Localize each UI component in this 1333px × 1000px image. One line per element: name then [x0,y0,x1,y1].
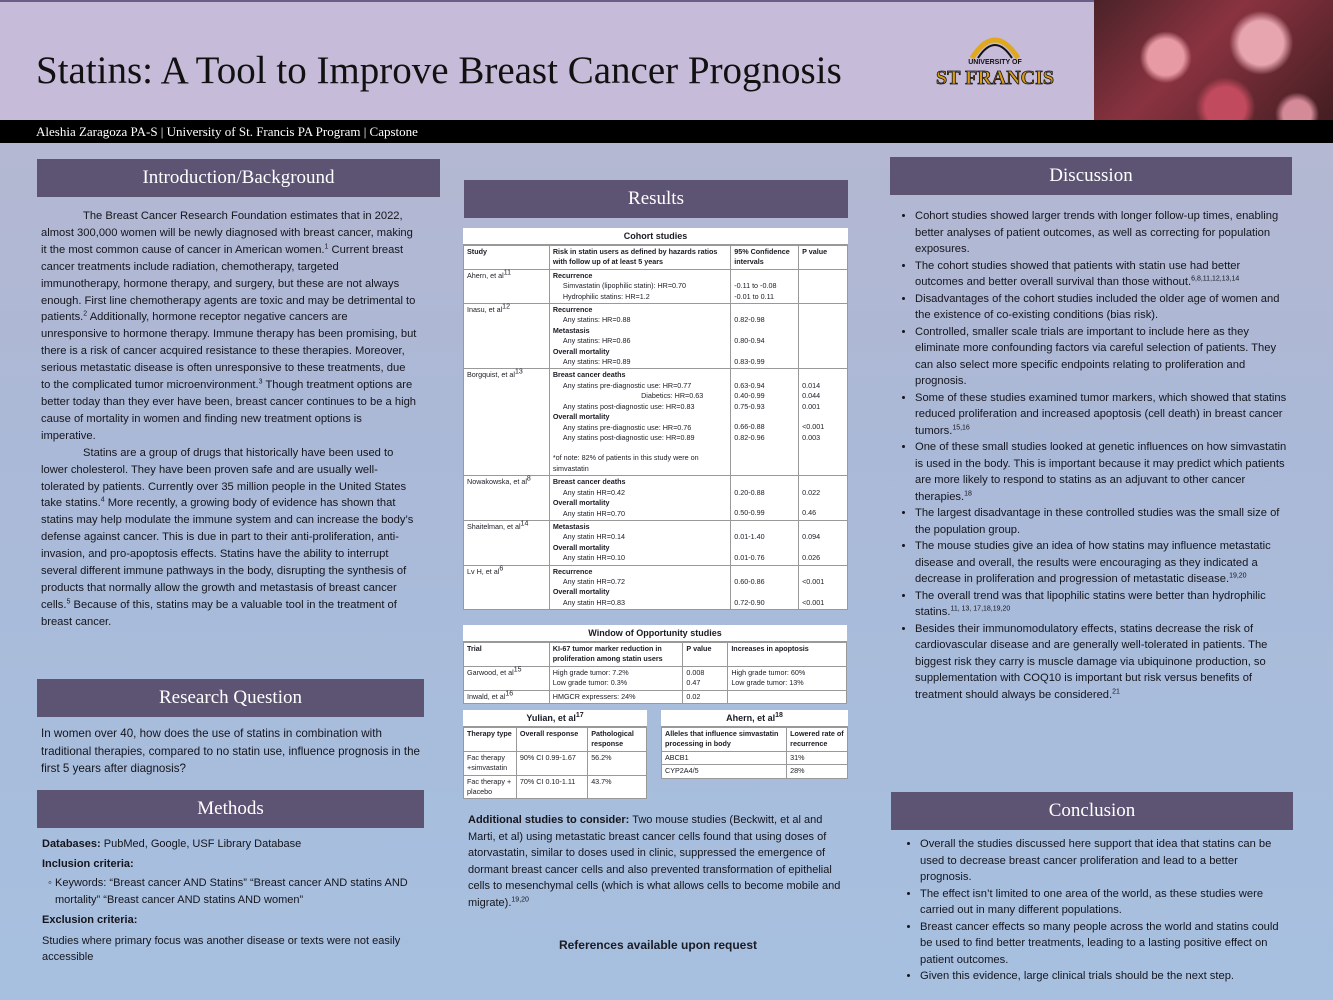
cohort-line: Overall mortality [552,587,610,597]
ahern-rate: 31% [787,751,848,764]
p-value [802,281,844,291]
cohort-line: *of note: 82% of patients in this study were on simvastatin [552,453,699,473]
cohort-line: Hydrophilic statins: HR=1.2 [562,291,650,301]
ci-value [734,305,795,315]
results-heading: Results [464,180,848,218]
p-value: 0.026 [802,553,821,563]
cohort-line: Any statins pre-diagnostic use: HR=0.77 [562,380,692,390]
p-value: 0.014 [802,380,821,390]
window-col-ki67: KI-67 tumor marker reduction in proliferation among statin users [549,643,683,667]
logo-text-top: UNIVERSITY OF [968,59,1022,66]
ci-value: 0.60-0.86 [734,576,765,586]
intro-paragraph-2: Statins are a group of drugs that historically have been used to lower cholesterol. They have been proven safe and are usually well-tolerated by patients. Currently over 35 million people in the United States take statins.$^4$ More recently, a growing body of evidence has shown that statins may help modulate the immune system and can increase the body’s defense against cancer. This is due in part to their anti-proliferation, anti-invasion, and pro-apoptosis effects. Statins have the ability to interrupt several different immune pathways in the body, disrupting the synthesis of products that normally allow the growth and metastasis of breast cancer cells.$^5$ Because of this, statins may be a valuable tool in the treatment of breast cancer. [41,446,414,628]
exclusion-text: Studies where primary focus was another disease or texts were not easily accessible [42,934,401,963]
ci-value: 0.20-0.88 [734,487,765,497]
cohort-p [799,269,848,303]
yulian-table [463,710,647,799]
cohort-ci [731,369,799,476]
cohort-col-risk: Risk in statin users as defined by hazards ratios with follow up of at least 5 years [549,246,730,270]
discussion-item: • The largest disadvantage in these controlled studies was the small size of the population group. [915,505,1291,538]
ci-value: 0.72-0.90 [734,597,765,607]
table-row [464,565,848,610]
window-header-row [464,643,847,667]
window-ki67: HMGCR expressers: 24% [549,690,683,703]
p-value: <0.001 [802,576,825,586]
cohort-line: Recurrence [552,305,593,315]
discussion-heading: Discussion [890,157,1292,195]
p-value [802,412,844,422]
cohort-line: Any statin HR=0.72 [562,576,625,586]
cohort-study: Borgquist, et $al^{13}$ [464,369,550,476]
table-row [464,666,847,690]
ci-value [734,443,795,474]
p-value: <0.001 [802,597,825,607]
window-table-grid [463,642,847,704]
yulian-therapy: Fac therapy + placebo [464,775,517,799]
cohort-risk [549,369,730,476]
yulian-col-therapy: Therapy type [464,728,517,752]
p-value: 0.094 [802,532,821,542]
ahern-alleles-caption: Ahern, et $al^{18}$ [661,710,848,727]
table-row [464,369,848,476]
p-value [802,336,844,346]
cohort-ci [731,476,799,521]
window-caption: Window of Opportunity studies [463,625,847,642]
cohort-table-grid [463,245,848,610]
ci-value: 0.75-0.93 [734,401,765,411]
cohort-p [799,476,848,521]
cohort-table [463,228,848,610]
ci-value: 0.66-0.88 [734,422,765,432]
table-row [464,775,647,799]
cohort-p [799,369,848,476]
table-row [464,304,848,369]
conclusion-item: • The effect isn’t limited to one area of the world, as these studies were carried out in many different populations. [920,886,1288,919]
discussion-item: • The mouse studies give an idea of how statins may influence metastatic disease and overall, the results were encouraging as they indicated a decrease in proliferation and progression of metastatic disease.$^{19,20}$ [915,538,1291,588]
cohort-ci [731,520,799,565]
table-row [464,751,647,775]
p-value [802,292,844,302]
cohort-ci [731,565,799,610]
cohort-study: Nowakowska, et $al^8$ [464,476,550,521]
window-apoptosis [728,690,847,703]
p-value [802,357,844,367]
window-p: 0.02 [683,690,728,703]
ci-value [734,271,795,281]
p-value [802,498,844,508]
p-value: 0.022 [802,487,821,497]
discussion-text [891,208,1291,703]
window-p: 0.008 0.47 [683,666,728,690]
ci-value [734,543,795,553]
p-value [802,305,844,315]
discussion-item: • Cohort studies showed larger trends with longer follow-up times, enabling better analyses of patient outcomes, as well as correcting for population exposures. [915,208,1291,258]
p-value [802,443,844,474]
cohort-col-ci: 95% Confidence intervals [731,246,799,270]
discussion-item: • The cohort studies showed that patients with statin use had better outcomes and better overall survival than those without.$^{6,8,11,12,13,14}$ [915,258,1291,291]
conclusion-item: • Given this evidence, large clinical trials should be the next step. [920,968,1288,985]
ahern-allele: CYP2A4/5 [662,765,787,778]
cohort-ci [731,304,799,369]
university-logo [920,24,1070,96]
window-col-p: P value [683,643,728,667]
yulian-path: 43.7% [588,775,647,799]
yulian-therapy: Fac therapy +simvastatin [464,751,517,775]
table-row [662,751,848,764]
conclusion-heading: Conclusion [891,792,1293,830]
p-value [802,522,844,532]
table-row [464,476,848,521]
p-value: <0.001 [802,422,825,432]
discussion-item: • The overall trend was that lipophilic statins were better than hydrophilic statins.$^{11, 13, 17,18,19,20}$ [915,588,1291,621]
ahern-col-rate: Lowered rate of recurrence [787,728,848,752]
cohort-line: Any statins: HR=0.86 [562,336,631,346]
ci-value: 0.01-0.76 [734,553,765,563]
cohort-col-p: P value [799,246,848,270]
cohort-line: Any statins post-diagnostic use: HR=0.83 [562,401,695,411]
cohort-line: Any statins post-diagnostic use: HR=0.89 [562,432,695,442]
poster-title: Statins: A Tool to Improve Breast Cancer Prognosis [36,49,842,92]
conclusion-list [896,836,1288,985]
p-value: 0.003 [802,432,821,442]
p-value [802,370,844,380]
research-question-text: In women over 40, how does the use of statins in combination with traditional therapies, compared to no statin use, influence prognosis in the first 5 years after diagnosis? [41,727,420,775]
cohort-line: Overall mortality [552,542,610,552]
ahern-allele: ABCB1 [662,751,787,764]
discussion-item: • Some of these studies examined tumor markers, which showed that statins reduced proliferation and increased apoptosis (cell death) in breast cancer tumors.$^{15,16}$ [915,390,1291,440]
byline: Aleshia Zaragoza PA-S | University of St. Francis PA Program | Capstone [36,124,418,139]
additional-studies: Additional studies to consider: Two mouse studies (Beckwitt, et al and Marti, et al) using metastatic breast cancer cells found that using doses of atorvastatin, similar to doses used in clinic, suppressed the emergence of dormant breast cancer cells and also prevented transformation of epithelial cells to mesenchymal cells (which is what allows cells to become mobile and migrate).$^{19,20}$ [468,814,841,909]
cohort-header-row [464,246,848,270]
cohort-risk [549,304,730,369]
cohort-line: Overall mortality [552,412,610,422]
intro-heading: Introduction/Background [37,159,440,197]
window-trial: Inwald, et $al^{16}$ [464,690,550,703]
cohort-caption: Cohort studies [463,228,848,245]
cohort-line: Breast cancer deaths [552,477,626,487]
cohort-line: Overall mortality [552,346,610,356]
conclusion-text [896,836,1288,985]
yulian-overall: 90% CI 0.99-1.67 [516,751,587,775]
window-trial: Garwood, et $al^{15}$ [464,666,550,690]
ci-value: 0.50-0.99 [734,508,765,518]
table-row [464,690,847,703]
logo-text-bottom: ST FRANCIS [936,67,1054,89]
methods-heading: Methods [37,790,424,828]
table-row [464,269,848,303]
ci-value: 0.40-0.99 [734,391,765,401]
yulian-path: 56.2% [588,751,647,775]
cohort-line: Diabetics: HR=0.63 [641,391,704,401]
discussion-item: • Controlled, smaller scale trials are important to include here as they eliminate more confounding factors via careful selection of patients. They can also select more specific endpoints relating to proliferation and prognosis. [915,324,1291,390]
ci-value: 0.83-0.99 [734,357,765,367]
p-value: 0.001 [802,401,821,411]
ahern-alleles-table [661,710,848,779]
cohort-line: Recurrence [552,566,593,576]
exclusion-label: Exclusion criteria: [42,914,138,926]
cohort-risk [549,269,730,303]
cohort-ci [731,269,799,303]
ci-value [734,326,795,336]
ci-value [734,370,795,380]
cohort-p [799,520,848,565]
p-value [802,315,844,325]
ci-value [734,412,795,422]
conclusion-item: • Overall the studies discussed here support that idea that statins can be used to decrease breast cancer proliferation and lead to a better prognosis. [920,836,1288,886]
yulian-overall: 70% CI 0.10-1.11 [516,775,587,799]
window-table [463,625,847,704]
discussion-item: • Besides their immunomodulatory effects, statins decrease the risk of cardiovascular disease and are generally well-tolerated in patients. The biggest risk they carry is muscle damage via ubiquinone production, so supplementation with COQ10 is important but risk versus benefits of treatment should always be considered.$^{21}$ [915,621,1291,704]
references-note: References available upon request [558,938,758,952]
ahern-alleles-header-row [662,728,848,752]
cohort-line: Any statin HR=0.10 [562,553,625,563]
ci-value [734,498,795,508]
ci-value: 0.80-0.94 [734,336,765,346]
ci-value [734,347,795,357]
p-value [802,326,844,336]
ci-value [734,587,795,597]
ci-value [734,567,795,577]
cohort-line: Simvastatin (lipophilic statin): HR=0.70 [562,281,687,291]
cohort-p [799,565,848,610]
conclusion-item: • Breast cancer effects so many people across the world and statins could be used to find better treatments, leading to a lasting positive effect on patient outcomes. [920,919,1288,969]
ci-value [734,522,795,532]
cohort-line: Any statins: HR=0.89 [562,357,631,367]
p-value: 0.46 [802,508,817,518]
ci-value: 0.82-0.98 [734,315,765,325]
p-value [802,567,844,577]
ci-value: 0.01-1.40 [734,532,765,542]
cohort-line: Breast cancer deaths [552,370,626,380]
inclusion-label: Inclusion criteria: [42,857,134,870]
cohort-line: Any statin HR=0.14 [562,532,625,542]
table-row [464,520,848,565]
cohort-line: Recurrence [552,270,593,280]
cohort-line: Metastasis [552,325,590,335]
cohort-risk [549,520,730,565]
cohort-p [799,304,848,369]
p-value [802,271,844,281]
cohort-line: Any statin HR=0.83 [562,597,625,607]
window-apoptosis: High grade tumor: 60% Low grade tumor: 13% [728,666,847,690]
cohort-study: Inasu, et $al^{12}$ [464,304,550,369]
yulian-caption: Yulian, et $al^{17}$ [463,710,647,727]
intro-text [41,208,417,631]
table-row [662,765,848,778]
p-value [802,477,844,487]
cohort-risk [549,476,730,521]
window-col-apoptosis: Increases in apoptosis [728,643,847,667]
cohort-study: Shaitelman, et $al^{14}$ [464,520,550,565]
cohort-line: Any statin HR=0.42 [562,487,625,497]
intro-paragraph-1: The Breast Cancer Research Foundation estimates that in 2022, almost 300,000 women will be newly diagnosed with breast cancer, making it the most common cause of cancer in American women.$^1$ Current breast cancer treatments include radiation, chemotherapy, targeted immunotherapy, hormone therapy, and surgery, but these are not always enough. First line chemotherapy agents are toxic and may be detrimental to patients.$^2$ Additionally, hormone receptor negative cancers are unresponsive to hormone therapy. Immune therapy has been promising, but there is a risk of cancer acquired resistance to these therapies. Moreover, serious metastatic disease is often unresponsive to these treatments, due to the complicated tumor microenvironment.$^3$ Though treatment options are better today than they ever have been, breast cancer continues to be a high cause of mortality in women and finding new treatment options is imperative. [41,210,417,442]
cohort-risk [549,565,730,610]
p-value: 0.044 [802,391,821,401]
ci-value: -0.11 to -0.08 [734,281,777,291]
ci-value [734,477,795,487]
ahern-rate: 28% [787,765,848,778]
inclusion-list [42,875,420,908]
p-value [802,543,844,553]
cohort-line: Any statins pre-diagnostic use: HR=0.76 [562,422,692,432]
cohort-line: Overall mortality [552,498,610,508]
methods-text [42,836,420,966]
research-question-heading: Research Question [37,679,424,717]
cohort-study: Lv H, et $al^6$ [464,565,550,610]
yulian-col-overall: Overall response [516,728,587,752]
author-bar [0,120,1333,143]
yulian-table-grid [463,727,647,799]
window-col-trial: Trial [464,643,550,667]
inclusion-item: ◦ Keywords: “Breast cancer AND Statins” “Breast cancer AND statins AND mortality” “Breast cancer AND statins AND women” [55,875,420,908]
ahern-col-allele: Alleles that influence simvastatin processing in body [662,728,787,752]
cohort-study: Ahern, et $al^{11}$ [464,269,550,303]
cohort-col-study: Study [464,246,550,270]
ci-value: 0.63-0.94 [734,380,765,390]
databases-line: Databases: PubMed, Google, USF Library Database [42,838,302,850]
discussion-item: • Disadvantages of the cohort studies included the older age of women and the existence of co-existing conditions (bias risk). [915,291,1291,324]
window-ki67: High grade tumor: 7.2% Low grade tumor: 0.3% [549,666,683,690]
cohort-line: Any statins: HR=0.88 [562,315,631,325]
ci-value: 0.82-0.96 [734,432,765,442]
yulian-header-row [464,728,647,752]
cohort-line: Any statin HR=0.70 [562,508,625,518]
discussion-list [891,208,1291,703]
p-value [802,587,844,597]
cohort-line: Metastasis [552,521,590,531]
ahern-alleles-table-grid [661,727,848,779]
yulian-col-path: Pathological response [588,728,647,752]
p-value [802,347,844,357]
ci-value: -0.01 to 0.11 [734,291,775,301]
discussion-item: • One of these small studies looked at genetic influences on how simvastatin is used in the body. This is important because it may predict which patients are more likely to respond to statins as an adjuvant to other cancer therapies.$^{18}$ [915,439,1291,505]
